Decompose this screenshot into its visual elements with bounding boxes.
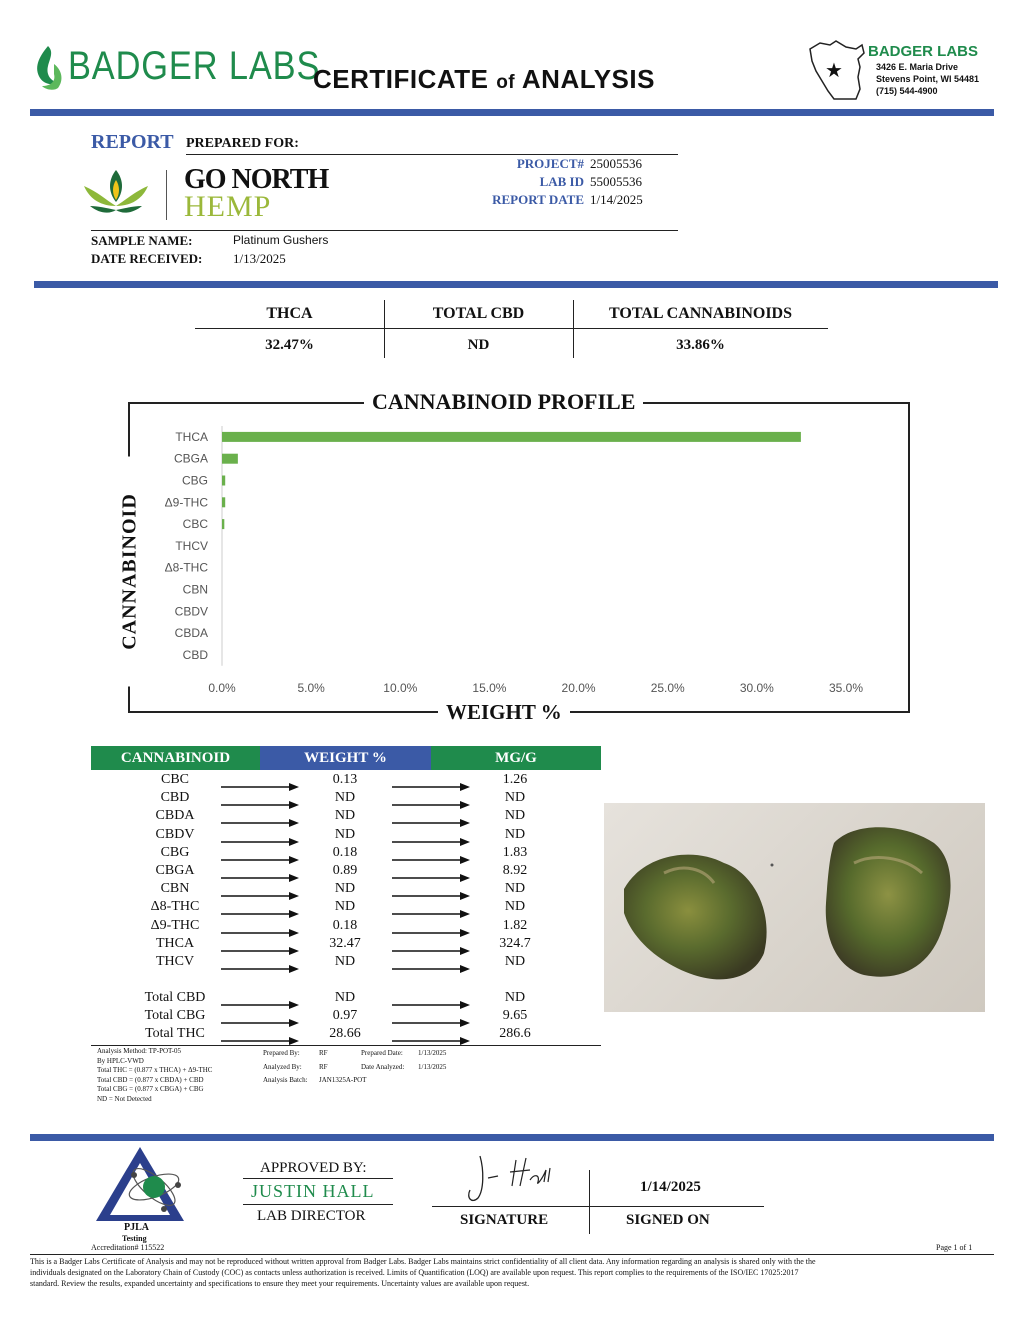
signature-label: SIGNATURE [460,1212,549,1228]
summary-value-thca: 32.47% [265,337,314,353]
row-arrow-icon [221,778,299,786]
table-row-mg: ND [504,881,526,897]
chart-category-label: CBD [182,647,208,662]
chart-x-tick-label: 5.0% [297,680,325,695]
labid-value: 55005536 [590,174,642,189]
summary-value-total-cannabinoids: 33.86% [676,337,725,353]
signature-image [460,1150,570,1208]
date-analyzed-label: Date Analyzed: [361,1063,405,1071]
table-header-weight: WEIGHT % [260,746,431,770]
table-row-mg: ND [504,954,526,969]
chart-x-tick-label: 25.0% [650,680,685,695]
pjla-testing-label: Testing [122,1234,147,1243]
chart-category-label: CBDV [174,604,208,619]
table-row-mg: 324.7 [499,935,531,951]
row-arrow-icon [392,996,470,1004]
row-arrow-icon [221,905,299,913]
svg-text:★: ★ [825,58,843,82]
go-north-hemp-leaf-icon [80,166,152,224]
row-arrow-icon [221,796,299,804]
table-header-mg-per-g: MG/G [431,746,601,770]
table-row-weight: 0.18 [332,917,358,933]
table-total-weight: 0.97 [332,1008,358,1024]
row-arrow-icon [392,924,470,932]
row-arrow-icon [392,887,470,895]
table-row-weight: 0.89 [332,863,358,878]
section-divider [34,281,998,288]
table-row-mg: 1.83 [502,844,528,860]
row-arrow-icon [221,887,299,895]
disclaimer-line3: standard. Review the results, expanded uncertainty and specifications to ensure they meet your requirements. Uncertainty values are available upon request. [30,1279,530,1288]
lab-address-line2: Stevens Point, WI 54481 [876,74,980,84]
table-total-name: Total CBG [144,1008,206,1024]
row-arrow-icon [221,1032,299,1040]
summary-value-total-cbd: ND [467,337,490,353]
lab-name: BADGER LABS [868,43,979,60]
table-row-weight: ND [334,826,356,842]
table-row-weight: 32.47 [329,935,361,951]
row-arrow-icon [392,1032,470,1040]
chart-bar [222,519,224,529]
table-row-weight: ND [334,790,356,806]
row-arrow-icon [392,905,470,913]
page-title [313,64,655,95]
pjla-label: PJLA [124,1222,149,1233]
analyzed-by-value: RF [319,1063,328,1071]
chart-category-label: Δ8-THC [164,560,208,575]
row-arrow-icon [392,833,470,841]
table-header-cannabinoid: CANNABINOID [91,746,260,770]
table-row-cannabinoid: Δ8-THC [150,899,200,915]
chart-category-label: CBN [182,582,208,597]
table-total-mg: 9.65 [502,1008,528,1024]
wisconsin-map-icon [806,37,870,103]
chart-title: CANNABINOID PROFILE [364,389,643,415]
approved-rule-2 [243,1204,393,1205]
row-arrow-icon [221,942,299,950]
method-note-line: Analysis Method: TP-POT-05 [97,1047,182,1055]
row-arrow-icon [221,869,299,877]
chart-category-label: THCV [175,538,208,553]
table-row-mg: 8.92 [502,863,528,878]
table-row-cannabinoid: CBGA [155,863,195,878]
row-arrow-icon [221,814,299,822]
table-row-cannabinoid: CBN [160,881,190,897]
chart-xlabel: WEIGHT % [438,700,570,725]
accreditation-number: Accreditation# 115522 [91,1243,165,1252]
lab-address-line1: 3426 E. Maria Drive [876,62,959,72]
table-total-name: Total THC [145,1026,205,1042]
analysis-batch-label: Analysis Batch: [263,1076,308,1084]
row-arrow-icon [221,833,299,841]
signed-date: 1/14/2025 [640,1179,701,1195]
date-analyzed-value: 1/13/2025 [418,1063,447,1071]
analyzed-by-label: Analyzed By: [263,1063,302,1071]
table-bottom-rule [91,1045,601,1046]
chart-x-tick-label: 30.0% [739,680,774,695]
table-total-name: Total CBD [144,990,206,1005]
table-row-cannabinoid: Δ9-THC [150,917,200,933]
pjla-logo-icon [94,1145,186,1225]
report-date-label: REPORT DATE [492,192,584,207]
header-divider [30,109,994,116]
table-total-mg: ND [504,990,526,1005]
project-value: 25005536 [590,156,642,171]
table-row-cannabinoid: CBD [160,790,190,806]
prepared-date-label: Prepared Date: [361,1049,403,1057]
chart-x-tick-label: 20.0% [561,680,596,695]
row-arrow-icon [221,924,299,932]
approver-name: JUSTIN HALL [251,1181,375,1201]
badger-labs-logo-icon [30,44,66,92]
table-row-cannabinoid: CBDA [155,808,195,824]
table-total-weight: 28.66 [329,1026,361,1042]
chart-bar [222,497,225,507]
row-arrow-icon [221,996,299,1004]
table-row-cannabinoid: CBDV [155,826,195,842]
row-arrow-icon [392,942,470,950]
table-row-weight: 0.13 [332,772,358,787]
row-arrow-icon [221,851,299,859]
summary-header-total-cbd: TOTAL CBD [432,305,525,322]
summary-header-thca: THCA [266,305,313,322]
page-number: Page 1 of 1 [936,1243,973,1252]
chart-x-tick-label: 35.0% [828,680,864,695]
report-heading: REPORT [91,131,174,153]
row-arrow-icon [221,1014,299,1022]
row-arrow-icon [392,851,470,859]
disclaimer-line2: individuals designated on the Laboratory Chain of Custody (COC) as contacts unless authorization is received. Limits of Quantification (LOQ) are available upon request. This report complies to the requirements of the ISO/IEC 17025:2017 [30,1268,799,1277]
client-name-line2: HEMP [184,190,272,223]
sample-name-value: Platinum Gushers [233,233,329,247]
table-row-mg: ND [504,790,526,806]
chart-category-label: CBC [182,517,208,532]
row-arrow-icon [392,1014,470,1022]
method-note-line: ND = Not Detected [97,1094,152,1103]
report-rule-bottom [91,230,678,231]
chart-bar [222,476,225,486]
table-row-mg: ND [504,808,526,824]
row-arrow-icon [392,796,470,804]
signature-rule [432,1206,764,1207]
prepared-date-value: 1/13/2025 [418,1049,447,1057]
chart-x-tick-label: 15.0% [472,680,507,695]
approved-by-label: APPROVED BY: [260,1160,367,1176]
brand-logo-text: BADGER LABS [68,44,321,88]
prepared-by-value: RF [319,1049,328,1057]
date-received-value: 1/13/2025 [233,251,286,266]
table-row-weight: ND [334,899,356,915]
table-row-weight: ND [334,954,356,969]
title-end: ANALYSIS [521,64,655,94]
table-row-weight: ND [334,808,356,824]
disclaimer-line1: This is a Badger Labs Certificate of Analysis and may not be reproduced without written approval from Badger Labs. Badger Labs maintains strict confidentiality of all client data. Any information regarding an analysis is shared only with the the [30,1257,816,1266]
chart-category-label: CBG [181,473,208,488]
client-logo-divider [166,170,167,220]
chart-x-tick-label: 0.0% [208,680,236,695]
row-arrow-icon [392,869,470,877]
summary-header-total-cannabinoids: TOTAL CANNABINOIDS [608,305,792,322]
chart-category-label: CBDA [174,626,208,641]
method-note-line: Total THC = (0.877 x THCA) + Δ9-THC [97,1066,213,1074]
chart-bar [222,432,801,442]
row-arrow-icon [221,960,299,968]
table-row-mg: 1.82 [502,917,528,933]
chart-category-label: Δ9-THC [164,495,208,510]
signed-on-label: SIGNED ON [626,1212,710,1228]
approved-rule-1 [243,1178,393,1179]
prepared-for-label: PREPARED FOR: [186,136,299,151]
report-rule-top [186,154,678,155]
row-arrow-icon [392,960,470,968]
chart-ylabel: CANNABINOID [119,457,142,687]
disclaimer-rule [30,1254,994,1255]
table-row-cannabinoid: THCV [155,954,195,969]
client-name-line1: GO NORTH [184,164,329,195]
table-row-mg: ND [504,899,526,915]
summary-rule [195,328,828,329]
table-row-cannabinoid: CBC [160,772,189,787]
title-of: of [496,72,516,93]
sample-photo [604,803,985,1012]
table-total-weight: ND [334,990,356,1005]
labid-label: LAB ID [539,174,584,189]
lab-phone: (715) 544-4900 [876,86,938,96]
table-row-weight: ND [334,881,356,897]
row-arrow-icon [392,778,470,786]
table-row-cannabinoid: CBG [160,844,190,860]
sample-name-label: SAMPLE NAME: [91,233,193,248]
cannabinoid-bar-chart [140,420,900,700]
table-row-mg: ND [504,826,526,842]
prepared-by-label: Prepared By: [263,1049,300,1057]
method-note-line: By HPLC-VWD [97,1056,144,1065]
report-date-value: 1/14/2025 [590,192,643,207]
chart-category-label: THCA [175,429,208,444]
title-main: CERTIFICATE [313,64,489,94]
table-row-weight: 0.18 [332,844,358,860]
project-label: PROJECT# [516,156,584,171]
date-received-label: DATE RECEIVED: [91,251,203,266]
analysis-batch-value: JAN1325A-POT [319,1076,367,1084]
signature-divider [589,1170,590,1234]
table-row-cannabinoid: THCA [155,935,195,951]
approver-role: LAB DIRECTOR [257,1208,366,1224]
row-arrow-icon [392,814,470,822]
table-total-mg: 286.6 [499,1026,531,1042]
chart-x-tick-label: 10.0% [383,680,418,695]
method-note-line: Total CBG = (0.877 x CBGA) + CBG [97,1085,204,1093]
chart-category-label: CBGA [173,451,208,466]
footer-divider [30,1134,994,1141]
method-note-line: Total CBD = (0.877 x CBDA) + CBD [97,1075,204,1084]
table-row-mg: 1.26 [502,772,528,787]
chart-bar [222,454,238,464]
